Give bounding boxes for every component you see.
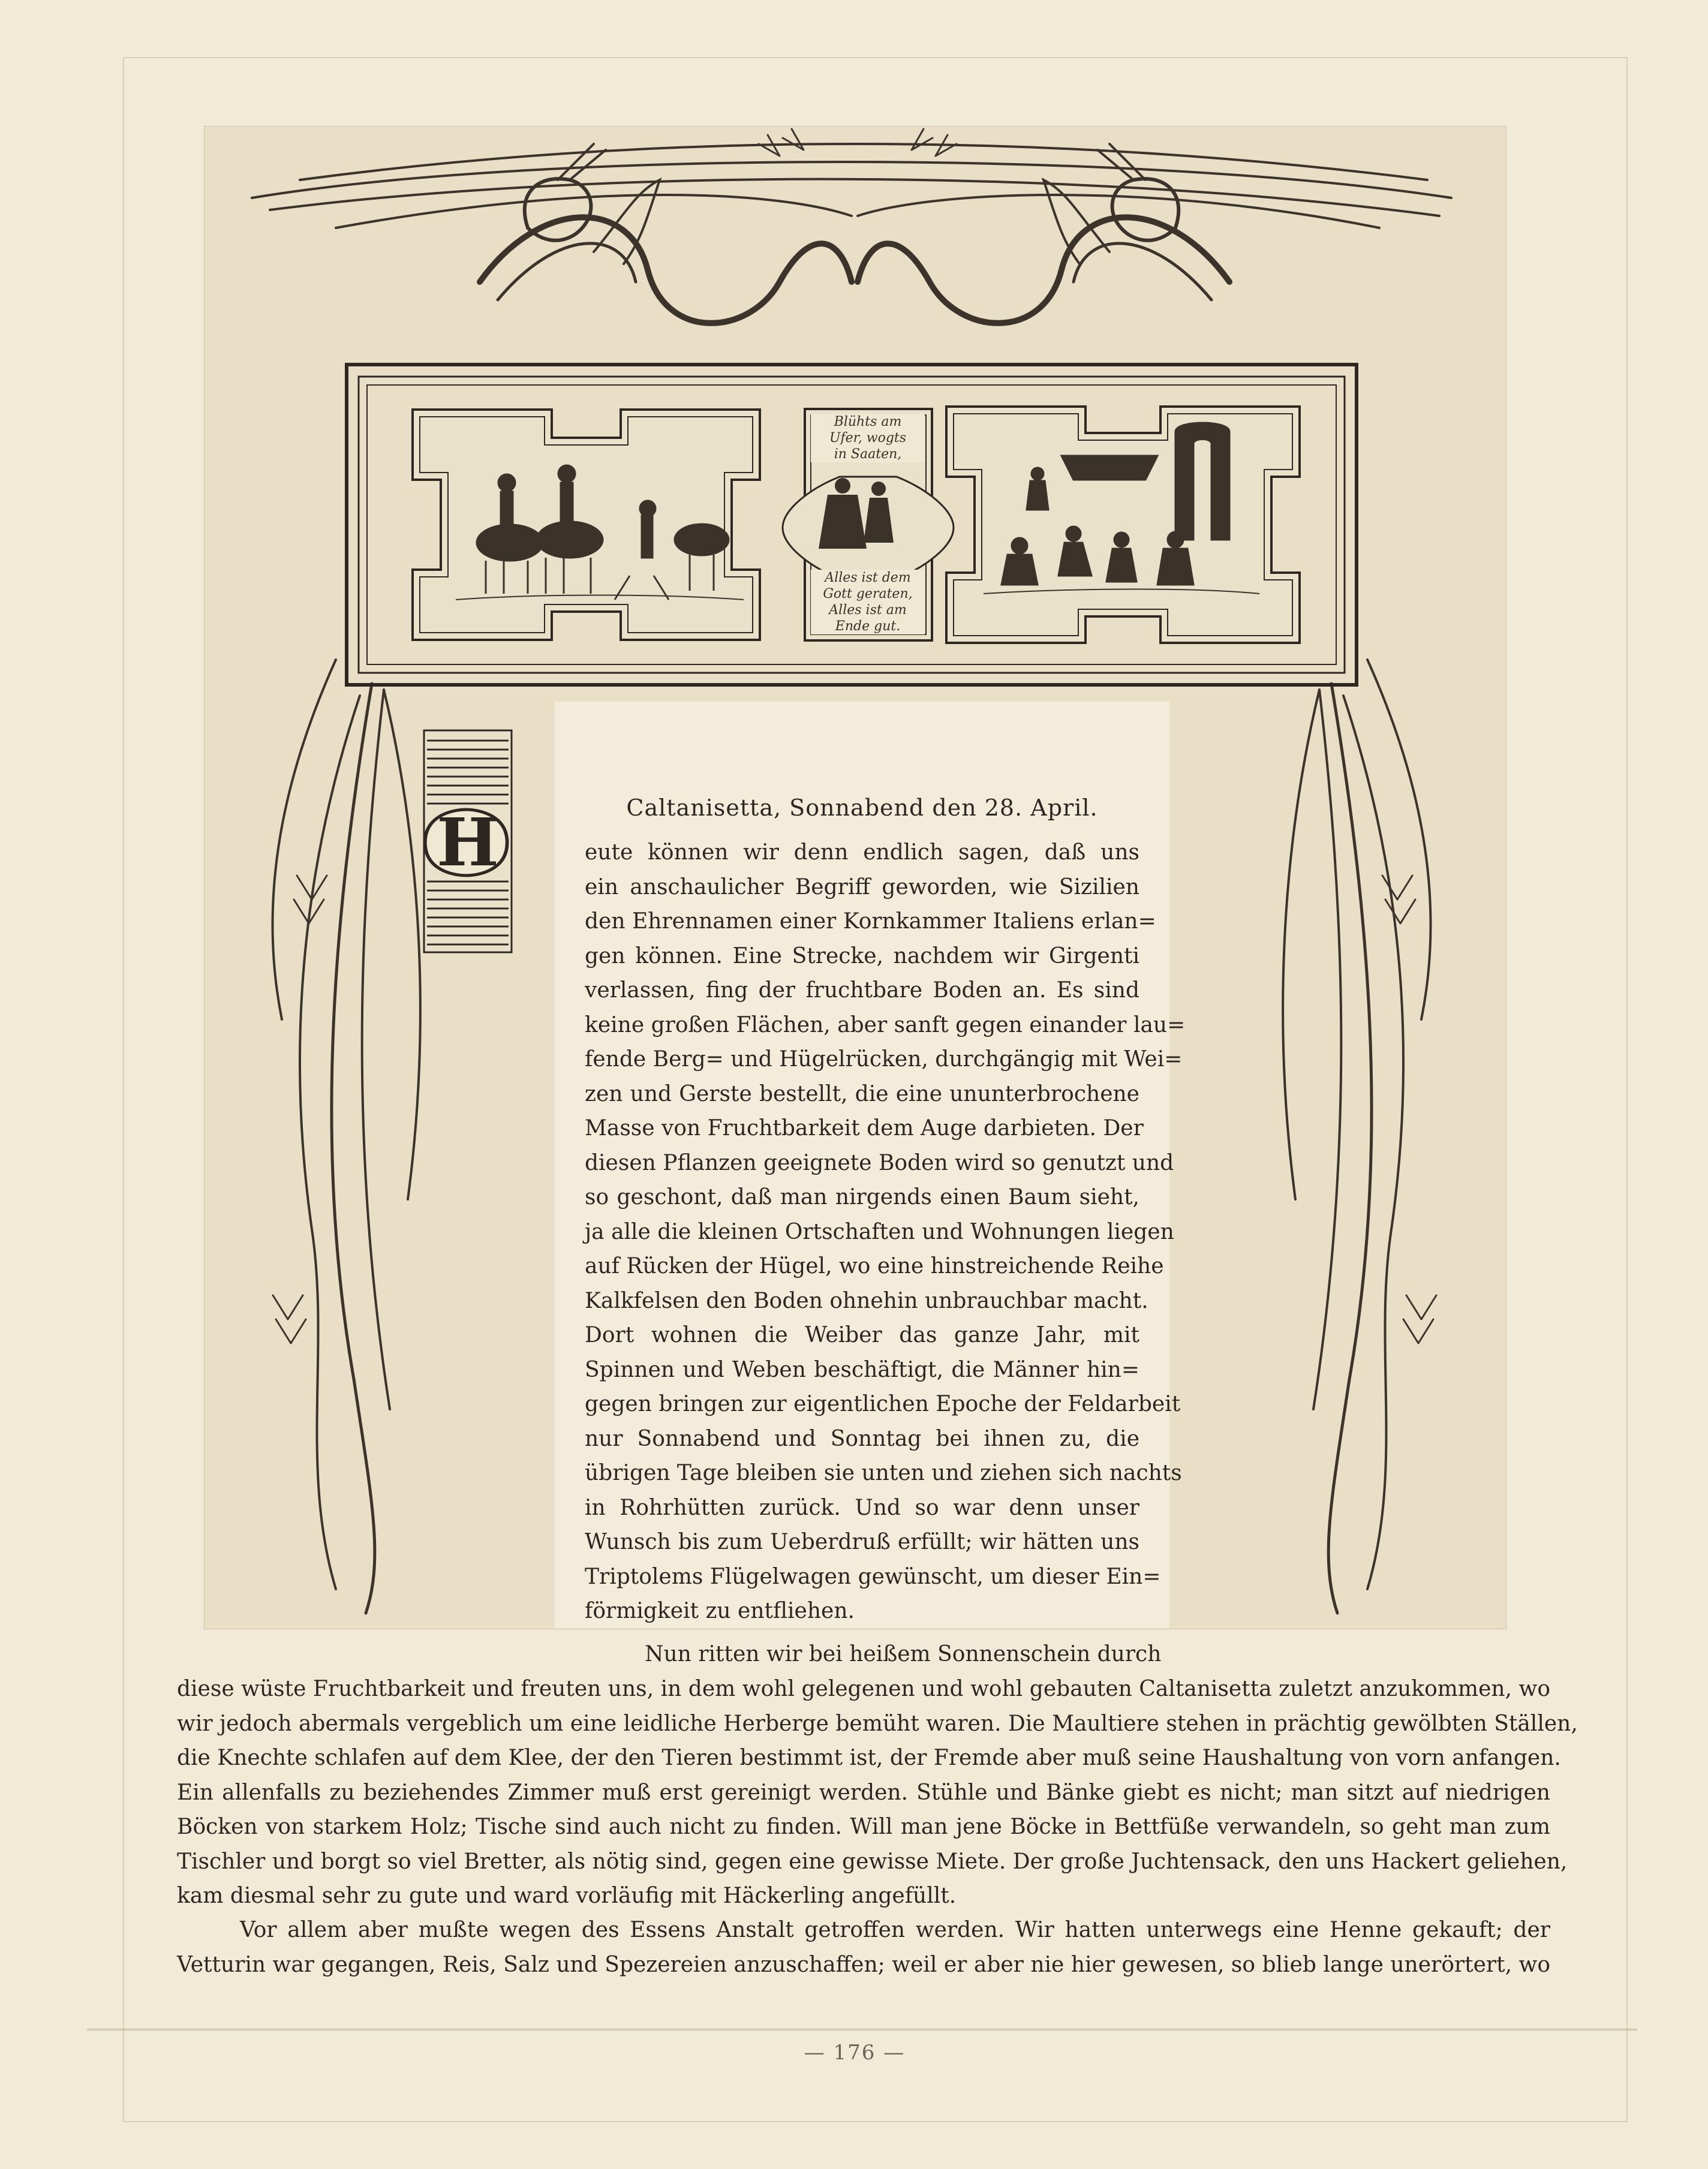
text-line: übrigen Tage bleiben sie unten und ziehen sich nachts	[585, 1461, 1182, 1485]
text-line: Spinnen und Weben beschäftigt, die Männer hin=	[585, 1357, 1139, 1382]
caption-line: Ufer, wogts	[829, 431, 907, 446]
panel-caption-top	[811, 414, 925, 462]
caption-line: Gott geraten,	[823, 586, 913, 601]
text-line: wir jedoch abermals vergeblich um eine leidliche Herberge bemüht waren. Die Maultiere stehen in prächtig gewölbten Ställen,	[177, 1711, 1578, 1736]
wide-paragraph	[177, 1672, 1578, 1914]
page-number: — 176 —	[804, 2041, 906, 2065]
panel-caption-bottom	[811, 570, 925, 634]
text-line: nur Sonnabend und Sonntag bei ihnen zu, die	[585, 1426, 1139, 1451]
text-line: Kalkfelsen den Boden ohnehin unbrauchbar macht.	[585, 1288, 1148, 1313]
text-line: verlassen, fing der fruchtbare Boden an. Es sind	[585, 978, 1139, 1003]
text-line: förmigkeit zu entfliehen.	[585, 1599, 855, 1623]
text-line: die Knechte schlafen auf dem Klee, der den Tieren bestimmt ist, der Fremde aber muß seine Haushaltung von vorn anfangen.	[177, 1746, 1561, 1770]
text-line: Böcken von starkem Holz; Tische sind auch nicht zu finden. Will man jene Böcke in Bettfüße verwandeln, so geht man zum	[177, 1815, 1550, 1839]
caption-line: Ende gut.	[835, 619, 901, 634]
drop-cap-letter: H	[437, 804, 499, 881]
text-line: zen und Gerste bestellt, die eine ununterbrochene	[585, 1081, 1139, 1106]
text-line: fende Berg= und Hügelrücken, durchgängig mit Wei=	[585, 1047, 1183, 1072]
text-line: Triptolems Flügelwagen gewünscht, um dieser Ein=	[585, 1564, 1161, 1589]
text-line: Vor allem aber mußte wegen des Essens Anstalt getroffen werden. Wir hatten unterwegs eine Henne gekauft; der	[240, 1918, 1550, 1942]
caption-line: in Saaten,	[834, 447, 902, 462]
text-line: Vetturin war gegangen, Reis, Salz und Spezereien anzuschaffen; weil er aber nie hier gewesen, so blieb lange unerörtert, wo	[177, 1952, 1550, 1977]
text-line: kam diesmal sehr zu gute und ward vorläufig mit Häckerling angefüllt.	[177, 1884, 957, 1908]
text-line: eute können wir denn endlich sagen, daß uns	[585, 840, 1139, 865]
text-line: Dort wohnen die Weiber das ganze Jahr, mit	[585, 1323, 1139, 1347]
text-line: Nun ritten wir bei heißem Sonnenschein durch	[645, 1642, 1162, 1666]
text-line: Tischler und borgt so viel Bretter, als nötig sind, gegen eine gewisse Miete. Der große Juchtensack, den uns Hackert geliehen,	[177, 1849, 1568, 1874]
text-line: keine großen Flächen, aber sanft gegen einander lau=	[585, 1012, 1186, 1037]
text-line: den Ehrennamen einer Kornkammer Italiens erlan=	[585, 909, 1156, 934]
third-paragraph	[177, 1913, 1550, 1982]
text-line: auf Rücken der Hügel, wo eine hinstreichende Reihe	[585, 1254, 1164, 1278]
text-line: Ein allenfalls zu beziehendes Zimmer muß erst gereinigt werden. Stühle und Bänke giebt es nicht; man sitzt auf niedrigen	[177, 1780, 1550, 1805]
text-line: ein anschaulicher Begriff geworden, wie Sizilien	[585, 874, 1139, 900]
text-line: gen können. Eine Strecke, nachdem wir Girgenti	[585, 943, 1139, 968]
text-line: gegen bringen zur eigentlichen Epoche der Feldarbeit	[585, 1392, 1181, 1416]
text-line: Masse von Fruchtbarkeit dem Auge darbieten. Der	[585, 1116, 1144, 1141]
text-line: so geschont, daß man nirgends einen Baum sieht,	[585, 1185, 1139, 1210]
footer-rule	[87, 2029, 1637, 2030]
text-line: in Rohrhütten zurück. Und so war denn unser	[585, 1495, 1139, 1520]
narrow-paragraph	[585, 835, 1186, 1629]
text-line: diese wüste Fruchtbarkeit und freuten uns, in dem wohl gelegenen und wohl gebauten Caltanisetta zuletzt anzukommen, wo	[177, 1677, 1550, 1701]
para2-first-line	[645, 1637, 1162, 1672]
caption-line: Alles ist dem	[825, 570, 911, 585]
text-line: Wunsch bis zum Ueberdruß erfüllt; wir hätten uns	[585, 1530, 1139, 1554]
dateline: Caltanisetta, Sonnabend den 28. April.	[626, 795, 1098, 821]
text-line: ja alle die kleinen Ortschaften und Wohnungen liegen	[585, 1219, 1174, 1244]
caption-line: Alles ist am	[829, 603, 907, 618]
caption-line: Blühts am	[834, 414, 902, 429]
text-line: diesen Pflanzen geeignete Boden wird so genutzt und	[585, 1150, 1174, 1175]
